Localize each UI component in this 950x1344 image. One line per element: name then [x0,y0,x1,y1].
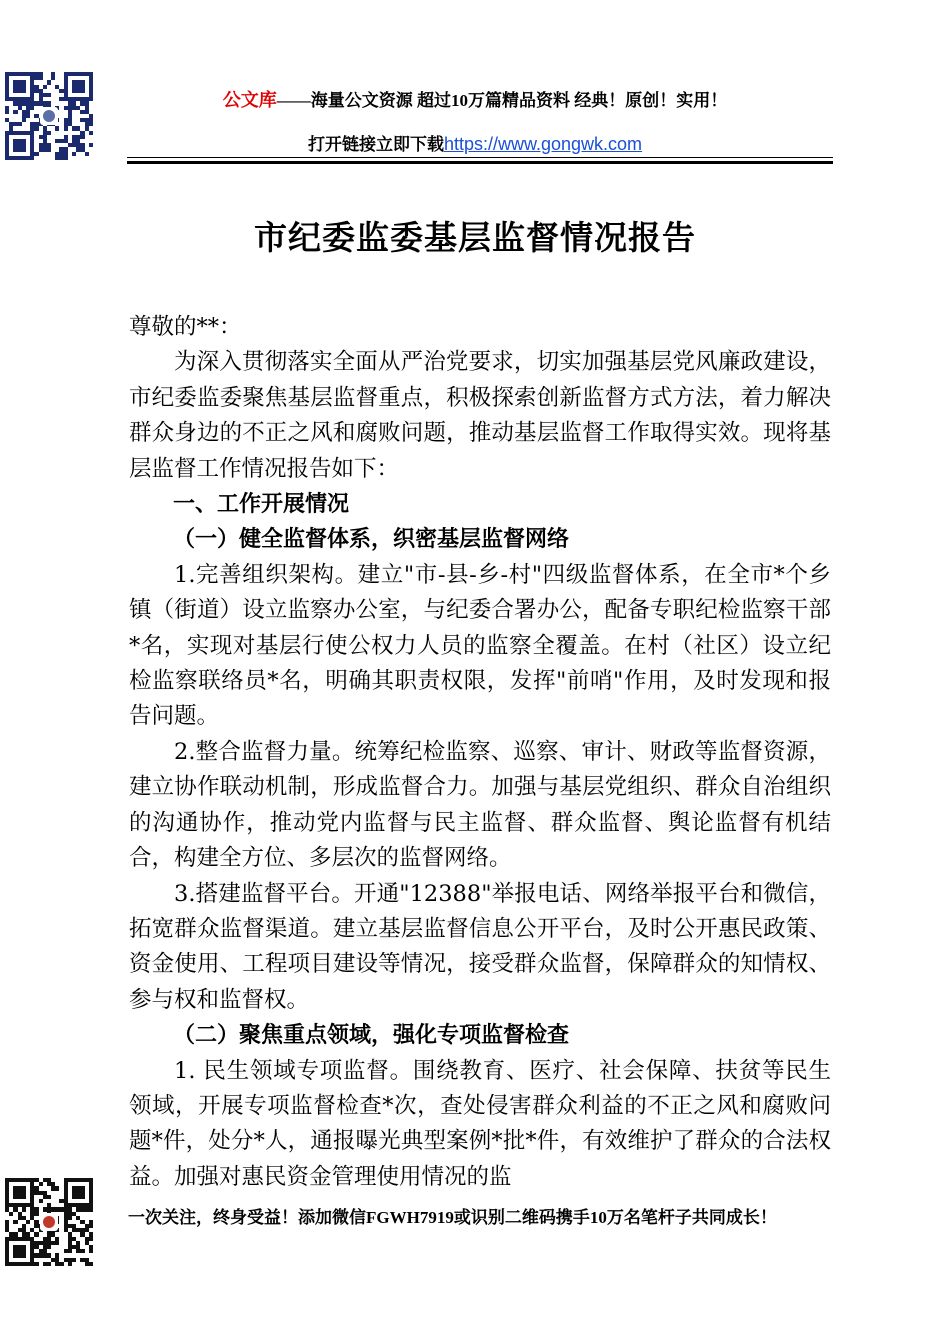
subsection-heading: （二）聚焦重点领域，强化专项监督检查 [173,1022,570,1049]
header-banner [0,86,950,112]
qr-code-bottom [5,1178,93,1266]
download-prefix: 打开链接立即下载 [307,135,444,154]
qr-module [89,1262,93,1266]
download-line [0,130,950,155]
website-link[interactable]: https://www.gongwk.com [443,134,643,154]
paragraph: 1. 民生领域专项监督。围绕教育、医疗、社会保障、扶贫等民生领域，开展专项监督检查*次，查处侵害群众利益的不正之风和腐败问题*件，处分*人，通报曝光典型案例*批*件，有效维护了群众的合法权益。加强对惠民资金管理使用情况的监 [129,1057,831,1190]
paragraph-intro: 为深入贯彻落实全面从严治党要求，切实加强基层党风廉政建设，市纪委监委聚焦基层监督重点，积极探索创新监督方式方法，着力解决群众身边的不正之风和腐败问题，推动基层监督工作取得实效。现将基层监督工作情况报告如下： [129,349,831,482]
header-divider-thin [127,157,833,158]
paragraph: 3.搭建监督平台。开通"12388"举报电话、网络举报平台和微信，拓宽群众监督渠道。建立基层监督信息公开平台，及时公开惠民政策、资金使用、工程项目建设等情况，接受群众监督，保障群众的知情权、参与权和监督权。 [129,880,831,1013]
brand-name: 公文库 [222,90,277,110]
qr-logo-icon [40,1213,58,1231]
document-title: 市纪委监委基层监督情况报告 [254,218,696,257]
paragraph: 2.整合监督力量。统筹纪检监察、巡察、审计、财政等监督资源，建立协作联动机制，形成监督合力。加强与基层党组织、群众自治组织的沟通协作，推动党内监督与民主监督、群众监督、舆论监督有机结合，构建全方位、多层次的监督网络。 [129,738,831,872]
footer-promo: 一次关注，终身受益！添加微信FGWH7919或识别二维码携手10万名笔杆子共同成长！ [128,1208,777,1227]
subsection-heading: （一）健全监督体系，织密基层监督网络 [173,526,570,553]
header-tagline: ——海量公文资源 超过10万篇精品资料 经典！原创！实用！ [276,91,728,110]
section-heading: 一、工作开展情况 [173,492,350,518]
document-body [129,310,831,1195]
paragraph: 1.完善组织架构。建立"市-县-乡-村"四级监督体系，在全市*个乡镇（街道）设立监察办公室，与纪委合署办公，配备专职纪检监察干部*名，实现对基层行使公权力人员的监察全覆盖。在村（社区）设立纪检监察联络员*名，明确其职责权限，发挥"前哨"作用，及时发现和报告问题。 [129,561,831,730]
header-divider-thick [127,161,833,164]
qr-module [89,156,93,160]
salutation: 尊敬的**： [129,314,242,340]
